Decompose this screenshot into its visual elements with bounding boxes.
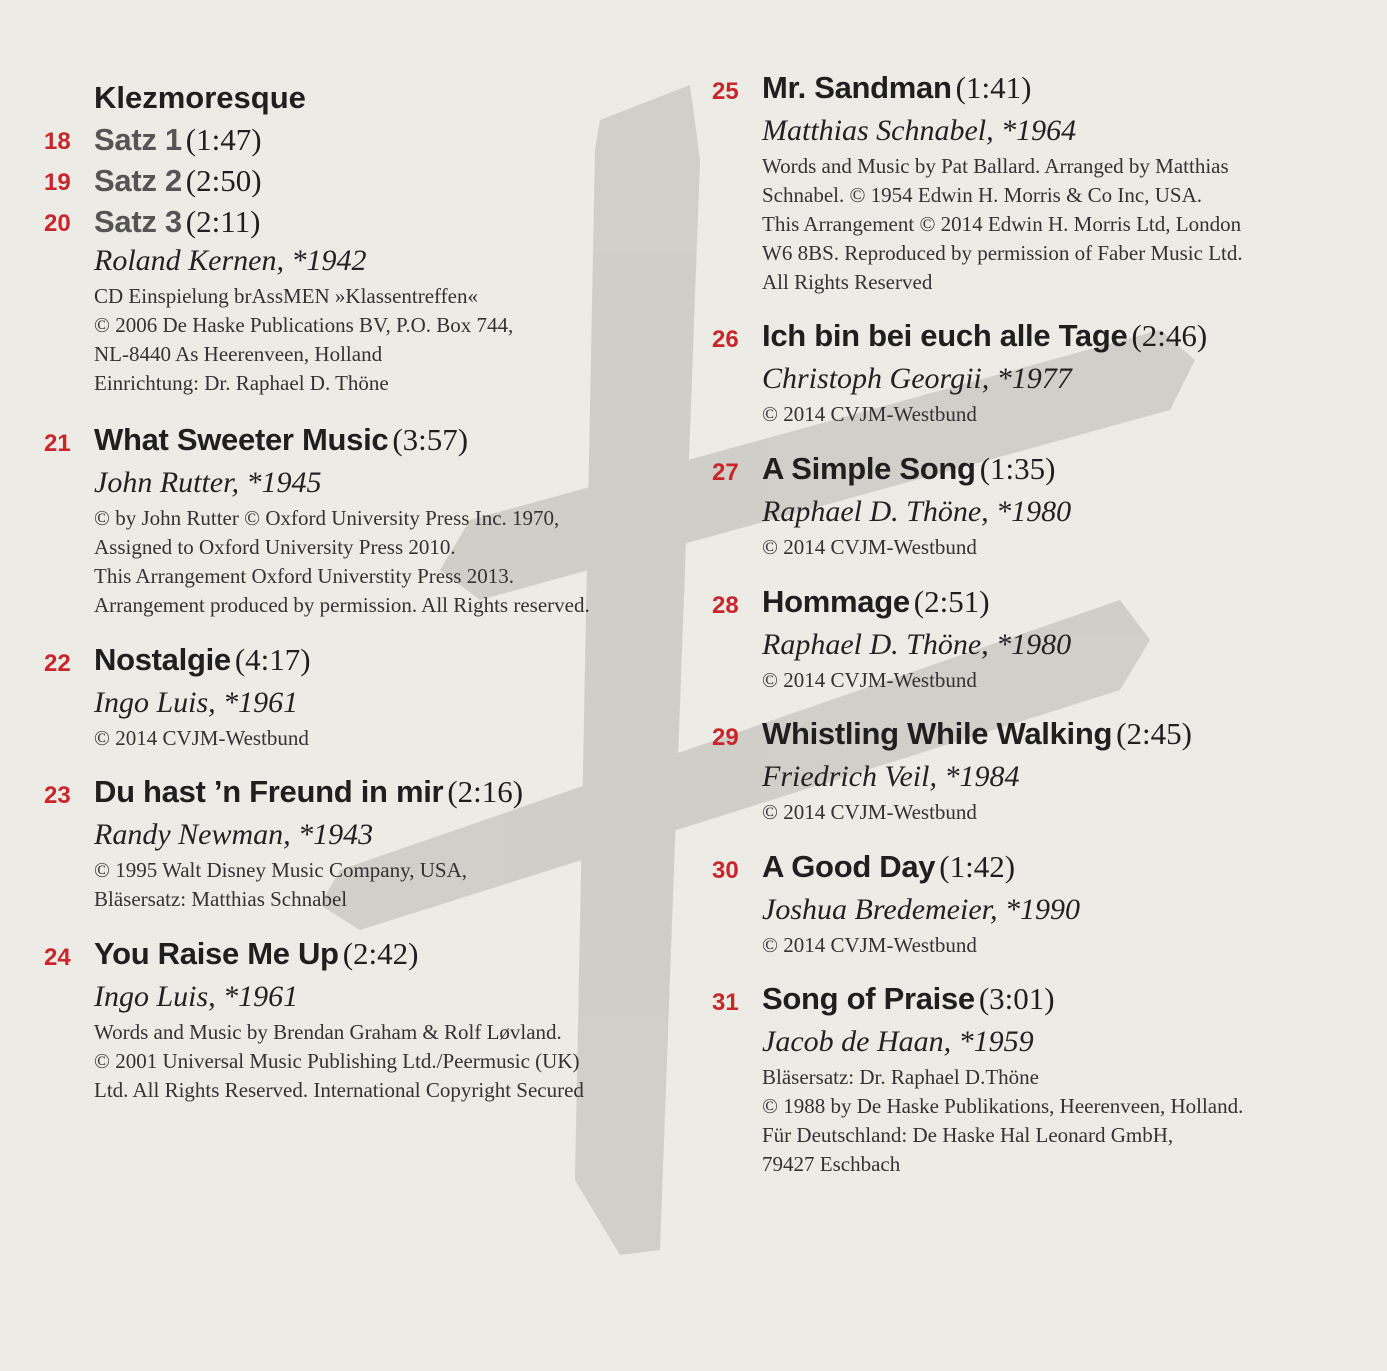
- note-line: Bläsersatz: Dr. Raphael D.Thöne: [762, 1065, 1039, 1089]
- note-line: © 2006 De Haske Publications BV, P.O. Box 744,: [94, 313, 514, 337]
- track-title: Whistling While Walking: [762, 716, 1113, 751]
- track-title: Satz 1: [94, 122, 182, 157]
- track-31: [712, 981, 1372, 1179]
- track-title: Song of Praise: [762, 981, 975, 1016]
- notes: [762, 152, 1372, 297]
- track-number: 29: [712, 724, 739, 751]
- track-number: 23: [44, 782, 71, 809]
- track-title: A Good Day: [762, 849, 936, 884]
- note-line: © 1995 Walt Disney Music Company, USA,: [94, 858, 468, 882]
- notes: [762, 931, 1372, 960]
- track-number: 21: [44, 430, 71, 457]
- group-title-klezmoresque: Klezmoresque: [94, 80, 306, 115]
- track-29: [712, 716, 1372, 827]
- note-line: Assigned to Oxford University Press 2010.: [94, 535, 456, 559]
- track-28: [712, 584, 1372, 695]
- composer: Matthias Schnabel, *1964: [762, 114, 1077, 147]
- track-20: [44, 204, 260, 240]
- track-duration: (2:51): [913, 584, 990, 619]
- track-number: 19: [44, 169, 71, 196]
- track-duration: (2:42): [342, 936, 419, 971]
- note-line: Bläsersatz: Matthias Schnabel: [94, 887, 348, 911]
- track-duration: (4:17): [234, 642, 311, 677]
- track-number: 26: [712, 326, 739, 353]
- note-line: © 2014 CVJM-Westbund: [762, 933, 977, 957]
- notes: [94, 856, 704, 914]
- track-title: Nostalgie: [94, 642, 231, 677]
- group-details: [94, 244, 694, 398]
- track-title: Mr. Sandman: [762, 70, 952, 105]
- composer: John Rutter, *1945: [94, 466, 322, 499]
- track-duration: (2:46): [1131, 318, 1208, 353]
- note-line: Arrangement produced by permission. All Rights reserved.: [94, 593, 590, 617]
- track-18: [44, 122, 262, 158]
- note-line: Einrichtung: Dr. Raphael D. Thöne: [94, 371, 389, 395]
- track-number: 22: [44, 650, 71, 677]
- track-26: [712, 318, 1372, 429]
- track-duration: (1:42): [939, 849, 1016, 884]
- track-27: [712, 451, 1372, 562]
- note-line: © 2014 CVJM-Westbund: [762, 535, 977, 559]
- composer: Roland Kernen, *1942: [94, 244, 367, 277]
- notes: [762, 400, 1372, 429]
- track-title: Ich bin bei euch alle Tage: [762, 318, 1128, 353]
- note-line: NL-8440 As Heerenveen, Holland: [94, 342, 383, 366]
- composer: Christoph Georgii, *1977: [762, 362, 1072, 395]
- track-duration: (1:35): [979, 451, 1056, 486]
- track-19: [44, 163, 262, 199]
- track-title: Hommage: [762, 584, 910, 619]
- track-21: [44, 422, 704, 620]
- track-number: 27: [712, 459, 739, 486]
- track-number: 25: [712, 78, 739, 105]
- track-25: [712, 70, 1372, 297]
- composer: Randy Newman, *1943: [94, 818, 374, 851]
- composer: Raphael D. Thöne, *1980: [762, 495, 1072, 528]
- note-line: © 2014 CVJM-Westbund: [94, 726, 309, 750]
- track-title: Du hast ’n Freund in mir: [94, 774, 444, 809]
- note-line: Words and Music by Brendan Graham & Rolf Løvland.: [94, 1020, 562, 1044]
- track-number: 20: [44, 210, 71, 237]
- track-number: 18: [44, 128, 71, 155]
- notes: [94, 724, 704, 753]
- note-line: Words and Music by Pat Ballard. Arranged by Matthias: [762, 154, 1229, 178]
- track-title: A Simple Song: [762, 451, 976, 486]
- track-title: You Raise Me Up: [94, 936, 339, 971]
- note-line: Ltd. All Rights Reserved. International Copyright Secured: [94, 1078, 584, 1102]
- note-line: © 2001 Universal Music Publishing Ltd./Peermusic (UK): [94, 1049, 580, 1073]
- track-title: Satz 3: [94, 204, 182, 239]
- track-24: [44, 936, 704, 1105]
- composer: Ingo Luis, *1961: [94, 980, 299, 1013]
- note-line: © 2014 CVJM-Westbund: [762, 800, 977, 824]
- track-duration: (2:11): [185, 204, 261, 239]
- track-number: 31: [712, 989, 739, 1016]
- note-line: Für Deutschland: De Haske Hal Leonard GmbH,: [762, 1123, 1174, 1147]
- note-line: © by John Rutter © Oxford University Press Inc. 1970,: [94, 506, 560, 530]
- track-30: [712, 849, 1372, 960]
- note-line: 79427 Eschbach: [762, 1152, 901, 1176]
- note-line: This Arrangement © 2014 Edwin H. Morris Ltd, London: [762, 212, 1242, 236]
- note-line: CD Einspielung brAssMEN »Klassentreffen«: [94, 284, 478, 308]
- track-duration: (3:57): [392, 422, 469, 457]
- notes: [762, 798, 1372, 827]
- track-title: What Sweeter Music: [94, 422, 389, 457]
- track-title: Satz 2: [94, 163, 182, 198]
- track-duration: (2:45): [1116, 716, 1192, 751]
- notes: [94, 1018, 704, 1105]
- track-duration: (2:50): [185, 163, 262, 198]
- note-line: W6 8BS. Reproduced by permission of Faber Music Ltd.: [762, 241, 1243, 265]
- track-duration: (2:16): [447, 774, 524, 809]
- note-line: © 2014 CVJM-Westbund: [762, 668, 977, 692]
- notes: [762, 666, 1372, 695]
- track-number: 28: [712, 592, 739, 619]
- notes: [94, 282, 694, 398]
- track-duration: (1:41): [955, 70, 1032, 105]
- notes: [94, 504, 704, 620]
- track-number: 24: [44, 944, 71, 971]
- composer: Friedrich Veil, *1984: [762, 760, 1020, 793]
- notes: [762, 1063, 1372, 1179]
- track-23: [44, 774, 704, 914]
- track-number: 30: [712, 857, 739, 884]
- track-duration: (3:01): [978, 981, 1055, 1016]
- composer: Joshua Bredemeier, *1990: [762, 893, 1080, 926]
- notes: [762, 533, 1372, 562]
- note-line: © 2014 CVJM-Westbund: [762, 402, 977, 426]
- track-22: [44, 642, 704, 753]
- note-line: Schnabel. © 1954 Edwin H. Morris & Co Inc, USA.: [762, 183, 1203, 207]
- track-duration: (1:47): [185, 122, 262, 157]
- composer: Raphael D. Thöne, *1980: [762, 628, 1072, 661]
- composer: Jacob de Haan, *1959: [762, 1025, 1034, 1058]
- note-line: This Arrangement Oxford Universtity Press 2013.: [94, 564, 514, 588]
- composer: Ingo Luis, *1961: [94, 686, 299, 719]
- note-line: All Rights Reserved: [762, 270, 933, 294]
- note-line: © 1988 by De Haske Publikations, Heerenveen, Holland.: [762, 1094, 1244, 1118]
